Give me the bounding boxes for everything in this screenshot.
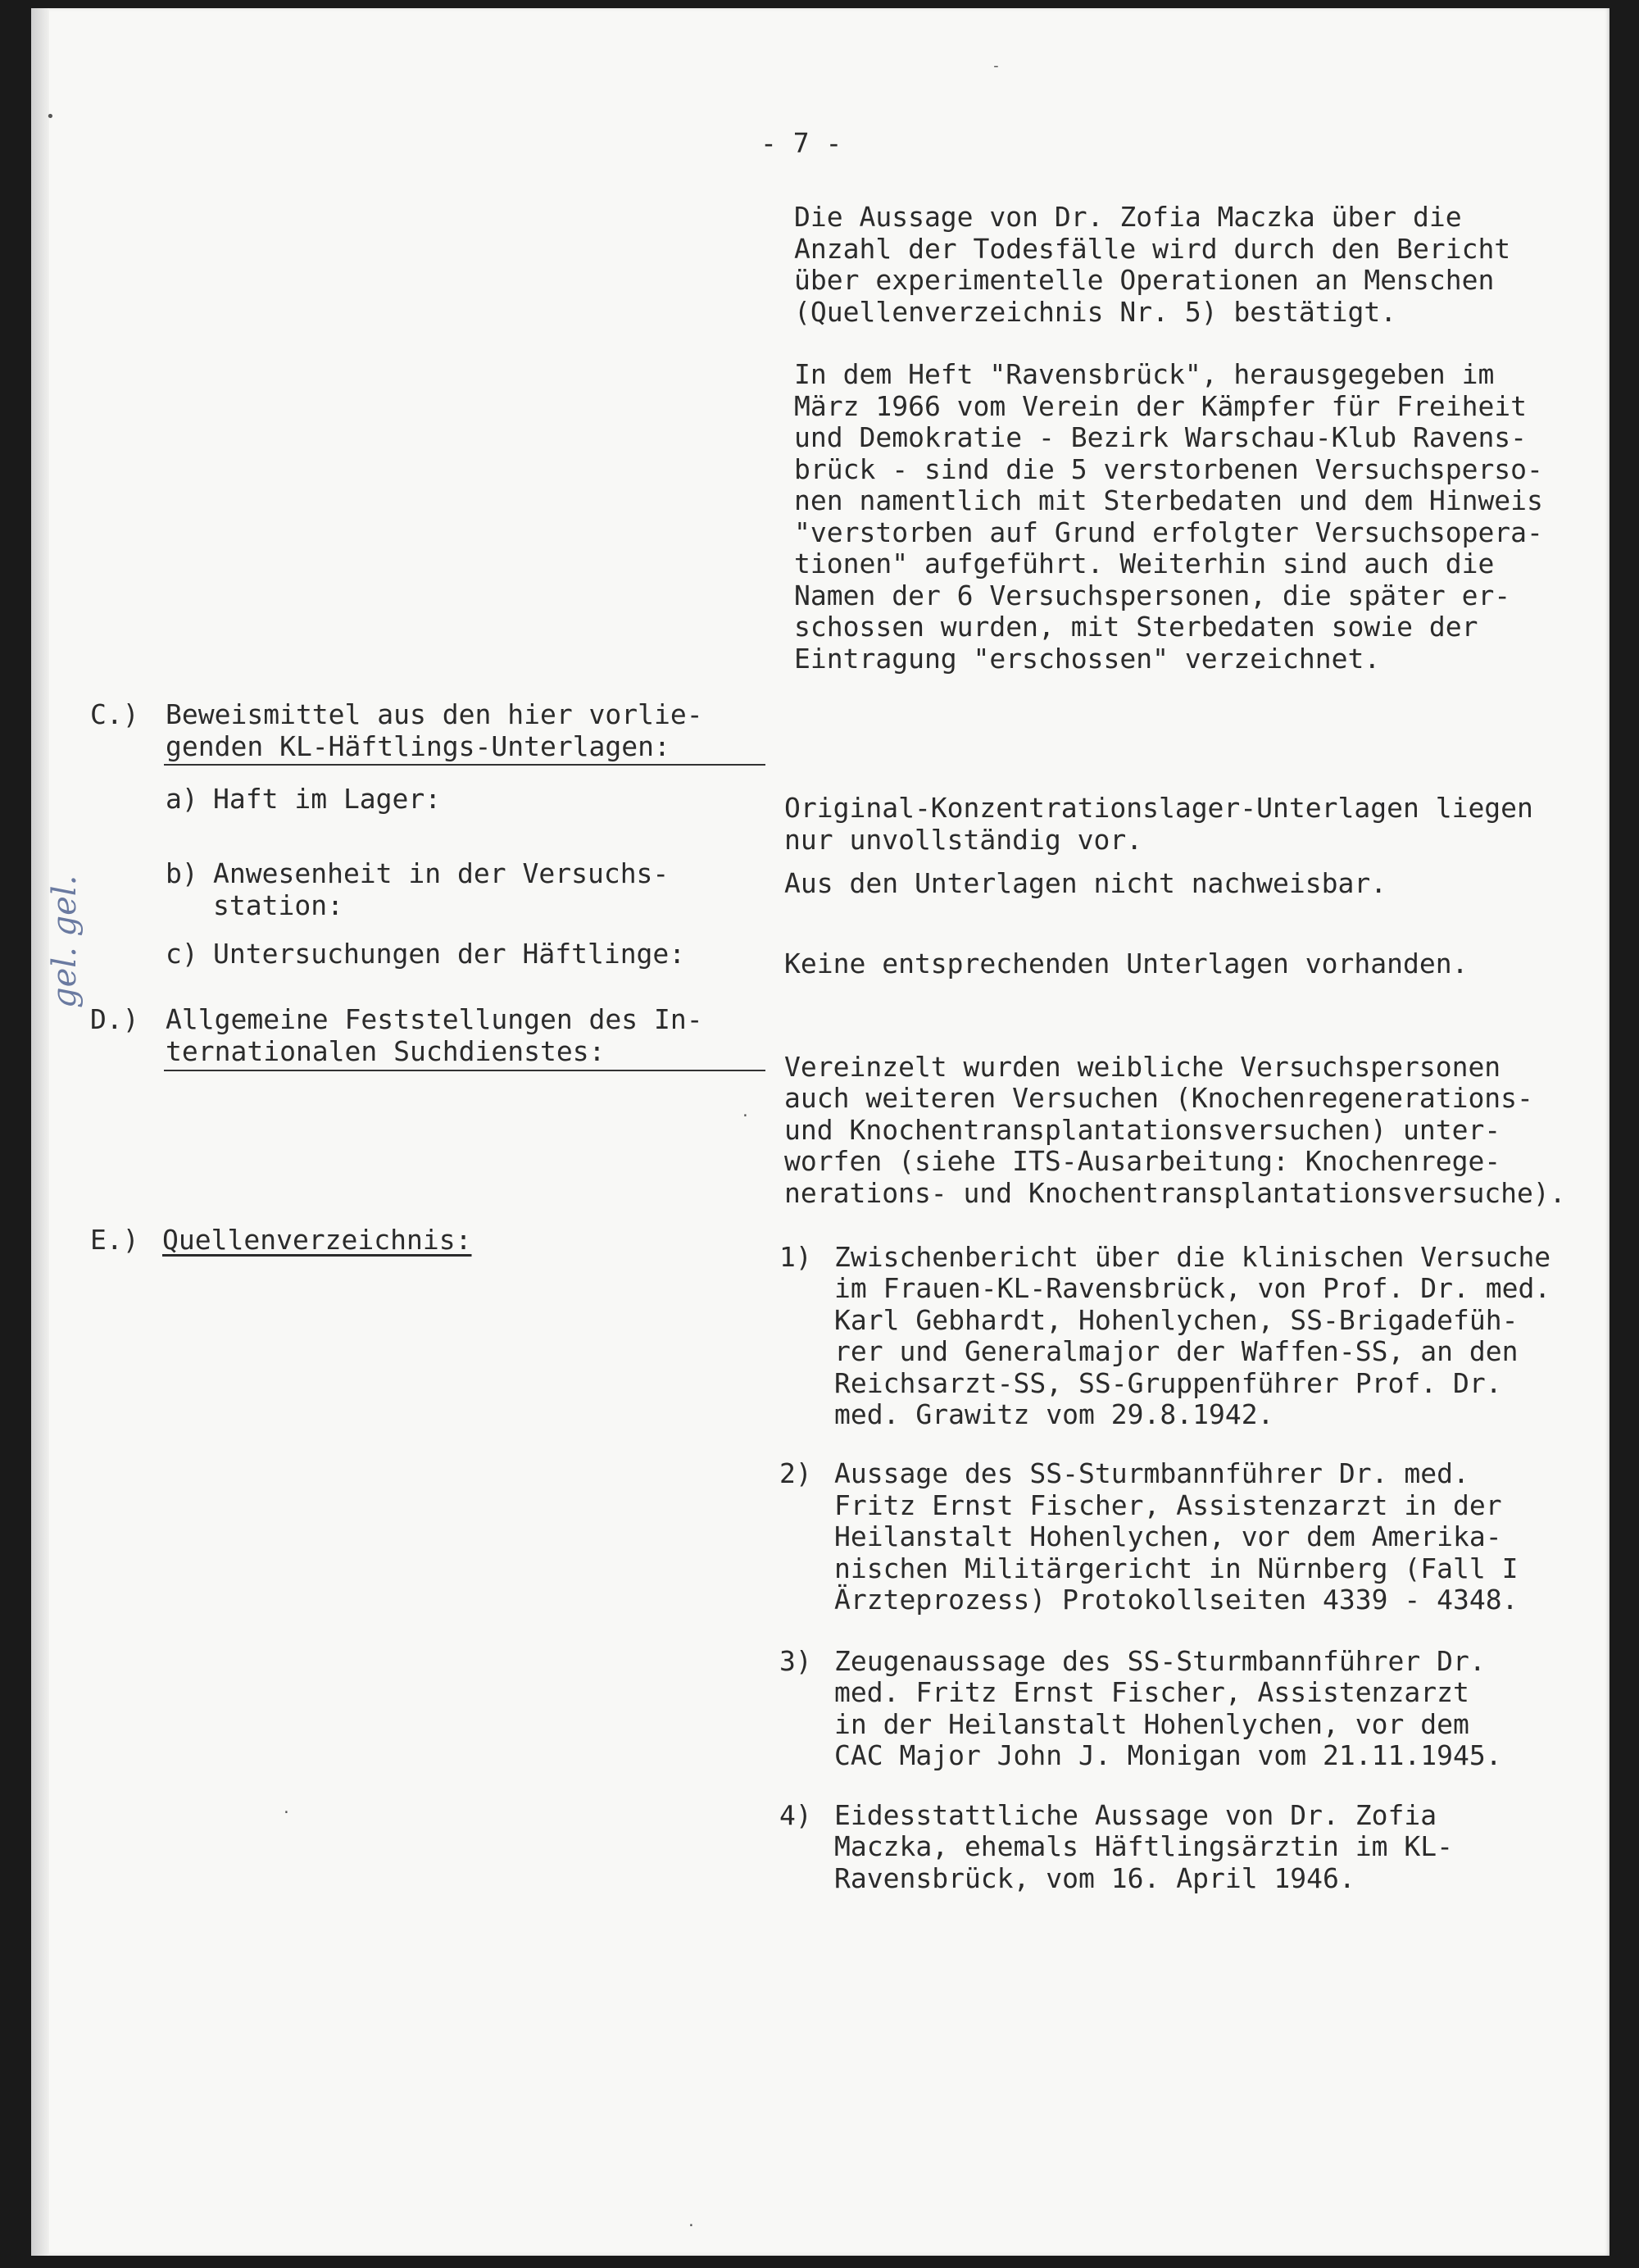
binding-edge: [31, 8, 49, 2256]
source-line: Karl Gebhardt, Hohenlychen, SS-Brigadefüh-: [834, 1304, 1519, 1336]
text-line: (Quellenverzeichnis Nr. 5) bestätigt.: [794, 296, 1397, 328]
text-line: In dem Heft "Ravensbrück", herausgegeben im: [794, 358, 1495, 390]
text-line: schossen wurden, mit Sterbedaten sowie der: [794, 611, 1478, 643]
text-line: und Demokratie - Bezirk Warschau-Klub Ravens-: [794, 421, 1528, 453]
section-label: C.): [90, 698, 139, 730]
source-line: Heilanstalt Hohenlychen, vor dem Amerika-: [834, 1520, 1502, 1552]
source-line: rer und Generalmajor der Waffen-SS, an den: [834, 1335, 1519, 1367]
item-answer: Original-Konzentrationslager-Unterlagen liegen: [784, 792, 1533, 824]
speck-mark: .: [687, 2213, 696, 2230]
text-line: "verstorben auf Grund erfolgter Versuchsopera-: [794, 516, 1543, 548]
item-text: Haft im Lager:: [213, 783, 442, 815]
heading-underline: [164, 1070, 765, 1071]
source-line: Ärzteprozess) Protokollseiten 4339 - 4348.: [834, 1584, 1519, 1616]
source-line: Zwischenbericht über die klinischen Versuche: [834, 1241, 1551, 1273]
section-heading-line: Beweismittel aus den hier vorlie-: [166, 698, 703, 730]
section-heading: Quellenverzeichnis:: [162, 1224, 472, 1256]
heading-underline: [164, 764, 765, 766]
speck-mark: •: [46, 108, 55, 125]
source-line: Reichsarzt-SS, SS-Gruppenführer Prof. Dr.: [834, 1367, 1502, 1399]
speck-mark: .: [741, 1103, 750, 1120]
source-line: im Frauen-KL-Ravensbrück, von Prof. Dr. med.: [834, 1272, 1551, 1304]
handwritten-margin-note: gel. gel.: [46, 875, 84, 1008]
source-line: nischen Militärgericht in Nürnberg (Fall I: [834, 1552, 1519, 1584]
text-line: Namen der 6 Versuchspersonen, die später er-: [794, 579, 1511, 611]
speck-mark: .: [282, 1800, 291, 1817]
text-line: und Knochentransplantationsversuchen) unter-: [784, 1114, 1501, 1146]
source-line: CAC Major John J. Monigan vom 21.11.1945.: [834, 1739, 1502, 1771]
source-line: Zeugenaussage des SS-Sturmbannführer Dr.: [834, 1645, 1486, 1677]
text-line: Die Aussage von Dr. Zofia Maczka über die: [794, 201, 1462, 233]
source-line: med. Fritz Ernst Fischer, Assistenzarzt: [834, 1676, 1469, 1708]
source-line: in der Heilanstalt Hohenlychen, vor dem: [834, 1708, 1469, 1740]
text-line: nen namentlich mit Sterbedaten und dem Hinweis: [794, 484, 1543, 516]
item-letter: c): [166, 938, 198, 970]
text-line: tionen" aufgeführt. Weiterhin sind auch die: [794, 548, 1495, 579]
source-number: 1): [779, 1241, 812, 1273]
document-page: [31, 8, 1609, 2256]
source-number: 2): [779, 1457, 812, 1489]
source-line: Ravensbrück, vom 16. April 1946.: [834, 1862, 1355, 1894]
item-text: Untersuchungen der Häftlinge:: [213, 938, 686, 970]
item-text: Anwesenheit in der Versuchs-: [213, 857, 670, 889]
source-line: Maczka, ehemals Häftlingsärztin im KL-: [834, 1830, 1453, 1862]
item-answer: Aus den Unterlagen nicht nachweisbar.: [784, 867, 1387, 899]
page-number: - 7 -: [760, 127, 842, 159]
source-number: 3): [779, 1645, 812, 1677]
section-heading-line: ternationalen Suchdienstes:: [166, 1035, 606, 1067]
text-line: Eintragung "erschossen" verzeichnet.: [794, 643, 1381, 675]
text-line: nerations- und Knochentransplantationsversuche).: [784, 1177, 1566, 1209]
text-line: Anzahl der Todesfälle wird durch den Bericht: [794, 233, 1511, 265]
source-number: 4): [779, 1799, 812, 1831]
section-label: E.): [90, 1224, 139, 1256]
text-line: Vereinzelt wurden weibliche Versuchspersonen: [784, 1051, 1501, 1083]
speck-mark: -: [992, 57, 1001, 75]
source-line: med. Grawitz vom 29.8.1942.: [834, 1398, 1274, 1430]
item-answer: Keine entsprechenden Unterlagen vorhanden.: [784, 948, 1469, 979]
source-line: Aussage des SS-Sturmbannführer Dr. med.: [834, 1457, 1469, 1489]
item-answer: nur unvollständig vor.: [784, 824, 1143, 856]
source-line: Eidesstattliche Aussage von Dr. Zofia: [834, 1799, 1437, 1831]
section-heading-line: genden KL-Häftlings-Unterlagen:: [166, 730, 670, 762]
text-line: worfen (siehe ITS-Ausarbeitung: Knochenrege-: [784, 1145, 1501, 1177]
text-line: über experimentelle Operationen an Menschen: [794, 264, 1495, 296]
text-line: März 1966 vom Verein der Kämpfer für Freiheit: [794, 390, 1528, 422]
text-line: brück - sind die 5 verstorbenen Versuchsperso-: [794, 453, 1543, 485]
section-label: D.): [90, 1003, 139, 1035]
text-line: auch weiteren Versuchen (Knochenregenerations-: [784, 1082, 1533, 1114]
item-text: station:: [213, 889, 343, 921]
item-letter: a): [166, 783, 198, 815]
section-heading-line: Allgemeine Feststellungen des In-: [166, 1003, 703, 1035]
source-line: Fritz Ernst Fischer, Assistenzarzt in der: [834, 1489, 1502, 1521]
item-letter: b): [166, 857, 198, 889]
